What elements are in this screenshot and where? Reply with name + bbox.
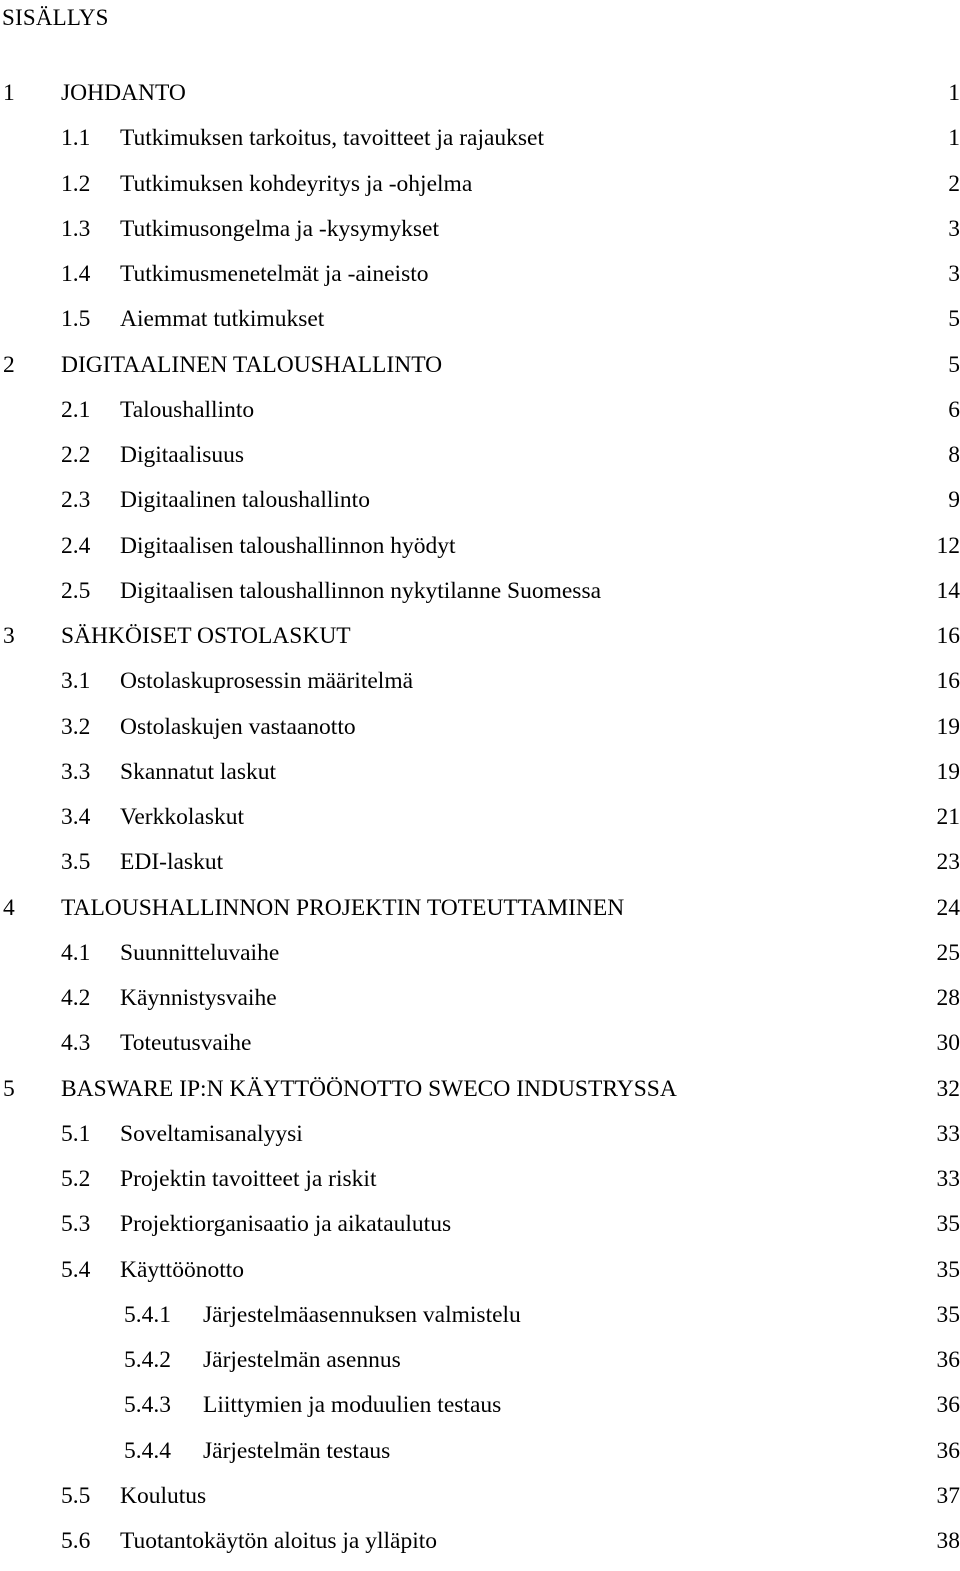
toc-entry[interactable] <box>0 1255 960 1300</box>
toc-entry-page: 28 <box>936 985 960 1011</box>
toc-entry[interactable] <box>0 666 960 711</box>
toc-entry-label: Tuotantokäytön aloitus ja ylläpito <box>120 1528 438 1554</box>
toc-entry-number: 2.1 <box>61 396 91 423</box>
toc-entry[interactable] <box>0 350 960 395</box>
toc-entry[interactable] <box>0 1028 960 1073</box>
toc-entry-label: Projektin tavoitteet ja riskit <box>120 1166 377 1192</box>
toc-entry[interactable] <box>0 78 960 123</box>
toc-entry-number: 4.3 <box>61 1030 91 1057</box>
toc-entry-label: Järjestelmäasennuksen valmistelu <box>203 1301 521 1328</box>
page-title: SISÄLLYS <box>2 5 109 30</box>
toc-entry-label: Aiemmat tutkimukset <box>120 306 325 333</box>
toc-entry-page: 19 <box>936 758 960 785</box>
toc-entry[interactable] <box>0 757 960 802</box>
toc-entry-page: 1 <box>948 80 960 106</box>
toc-entry-label: BASWARE IP:N KÄYTTÖÖNOTTO SWECO INDUSTRYSSA <box>61 1075 677 1102</box>
toc-entry-page: 35 <box>936 1301 960 1328</box>
toc-entry-page: 25 <box>936 939 960 966</box>
toc-entry-number: 3.2 <box>61 713 91 740</box>
toc-entry[interactable] <box>0 169 960 214</box>
toc-entry-page: 6 <box>948 396 960 423</box>
toc-entry-number: 5.3 <box>61 1211 91 1238</box>
toc-entry[interactable] <box>0 847 960 892</box>
toc-entry-label: Käyttöönotto <box>120 1256 245 1283</box>
toc-entry-number: 1.5 <box>61 306 91 333</box>
toc-entry-page: 35 <box>936 1211 960 1238</box>
toc-entry-label: TALOUSHALLINNON PROJEKTIN TOTEUTTAMINEN <box>61 894 625 921</box>
toc-entry-number: 5.4.3 <box>124 1392 171 1419</box>
toc-entry-label: Tutkimusongelma ja -kysymykset <box>120 215 439 242</box>
toc-entry-number: 5.2 <box>61 1166 91 1192</box>
toc-entry-number: 5.4.4 <box>124 1437 171 1464</box>
toc-entry-page: 14 <box>936 577 960 604</box>
toc-entry[interactable] <box>0 123 960 168</box>
toc-entry[interactable] <box>0 1300 960 1345</box>
toc-entry[interactable] <box>0 621 960 666</box>
toc-entry-number: 2.3 <box>61 487 91 514</box>
toc-entry[interactable] <box>0 938 960 983</box>
toc-entry-page: 30 <box>936 1030 960 1057</box>
toc-entry-number: 2.4 <box>61 532 91 559</box>
toc-entry-page: 2 <box>948 170 960 197</box>
toc-entry-label: EDI-laskut <box>120 849 224 876</box>
toc-entry[interactable] <box>0 576 960 621</box>
toc-entry-number: 2 <box>3 351 15 378</box>
toc-entry-page: 36 <box>936 1392 960 1419</box>
toc-entry-label: Tutkimuksen kohdeyritys ja -ohjelma <box>120 170 473 197</box>
toc-entry-page: 33 <box>936 1166 960 1192</box>
toc-entry-label: Tutkimuksen tarkoitus, tavoitteet ja rajaukset <box>120 125 545 152</box>
toc-entry-label: Toteutusvaihe <box>120 1030 252 1057</box>
toc-entry-page: 9 <box>948 487 960 514</box>
toc-entry-number: 4 <box>3 894 15 921</box>
toc-entry[interactable] <box>0 1074 960 1119</box>
toc-entry[interactable] <box>0 395 960 440</box>
toc-entry-number: 1.2 <box>61 170 91 197</box>
toc-entry-label: Digitaalisen taloushallinnon hyödyt <box>120 532 456 559</box>
toc-entry-page: 33 <box>936 1120 960 1147</box>
toc-entry-label: Soveltamisanalyysi <box>120 1120 303 1147</box>
toc-entry-label: Ostolaskuprosessin määritelmä <box>120 668 414 695</box>
toc-entry[interactable] <box>0 983 960 1028</box>
toc-entry-number: 1.1 <box>61 125 91 152</box>
toc-entry-number: 5.4.2 <box>124 1347 171 1373</box>
toc-entry[interactable] <box>0 304 960 349</box>
toc-entry-number: 2.5 <box>61 577 91 604</box>
toc-entry[interactable] <box>0 214 960 259</box>
toc-entry-page: 36 <box>936 1347 960 1373</box>
toc-entry-page: 36 <box>936 1437 960 1464</box>
toc-entry-label: DIGITAALINEN TALOUSHALLINTO <box>61 351 443 378</box>
toc-entry-page: 3 <box>948 215 960 242</box>
toc-entry[interactable] <box>0 1526 960 1571</box>
toc-entry-label: Skannatut laskut <box>120 758 276 785</box>
toc-entry-label: Liittymien ja moduulien testaus <box>203 1392 502 1419</box>
toc-entry-page: 24 <box>936 894 960 921</box>
toc-list <box>0 78 960 1571</box>
toc-entry-page: 3 <box>948 261 960 287</box>
toc-entry-label: Koulutus <box>120 1482 207 1509</box>
toc-entry-label: Digitaalinen taloushallinto <box>120 487 370 514</box>
toc-entry-label: Järjestelmän testaus <box>203 1437 391 1464</box>
toc-entry-number: 1.4 <box>61 261 91 287</box>
toc-entry[interactable] <box>0 893 960 938</box>
toc-entry-page: 5 <box>948 351 960 378</box>
toc-entry[interactable] <box>0 531 960 576</box>
toc-entry-page: 21 <box>936 804 960 830</box>
toc-entry-number: 3 <box>3 623 15 649</box>
toc-entry-page: 12 <box>936 532 960 559</box>
toc-entry-label: Suunnitteluvaihe <box>120 939 280 966</box>
toc-entry-number: 5 <box>3 1075 15 1102</box>
toc-entry-page: 37 <box>936 1482 960 1509</box>
toc-entry-page: 23 <box>936 849 960 876</box>
toc-entry-page: 35 <box>936 1256 960 1283</box>
toc-entry[interactable] <box>0 712 960 757</box>
toc-entry-label: Tutkimusmenetelmät ja -aineisto <box>120 261 429 287</box>
toc-entry-number: 3.5 <box>61 849 91 876</box>
toc-entry[interactable] <box>0 1390 960 1435</box>
toc-entry-label: Taloushallinto <box>120 396 255 423</box>
toc-entry-label: Digitaalisuus <box>120 442 245 468</box>
toc-entry-label: JOHDANTO <box>61 80 186 106</box>
toc-entry-number: 5.5 <box>61 1482 91 1509</box>
toc-entry-number: 5.4 <box>61 1256 91 1283</box>
toc-entry-number: 3.3 <box>61 758 91 785</box>
toc-entry-number: 5.6 <box>61 1528 91 1554</box>
toc-entry-number: 3.4 <box>61 804 91 830</box>
toc-entry-label: Projektiorganisaatio ja aikataulutus <box>120 1211 452 1238</box>
toc-entry-page: 8 <box>948 442 960 468</box>
toc-entry-page: 16 <box>936 623 960 649</box>
toc-entry-number: 3.1 <box>61 668 91 695</box>
toc-entry-page: 38 <box>936 1528 960 1554</box>
toc-entry-label: Järjestelmän asennus <box>203 1347 401 1373</box>
toc-entry-number: 5.4.1 <box>124 1301 171 1328</box>
toc-entry-page: 5 <box>948 306 960 333</box>
toc-entry-number: 1 <box>3 80 15 106</box>
toc-entry-page: 19 <box>936 713 960 740</box>
toc-entry-label: Ostolaskujen vastaanotto <box>120 713 356 740</box>
toc-entry-page: 1 <box>948 125 960 152</box>
toc-entry-number: 2.2 <box>61 442 91 468</box>
toc-entry[interactable] <box>0 1209 960 1254</box>
toc-entry-number: 1.3 <box>61 215 91 242</box>
toc-entry[interactable] <box>0 440 960 485</box>
toc-entry-label: Verkkolaskut <box>120 804 245 830</box>
toc-entry-label: SÄHKÖISET OSTOLASKUT <box>61 623 351 649</box>
toc-entry[interactable] <box>0 485 960 530</box>
toc-entry-label: Digitaalisen taloushallinnon nykytilanne Suomessa <box>120 577 602 604</box>
toc-entry[interactable] <box>0 1436 960 1481</box>
toc-entry[interactable] <box>0 802 960 847</box>
toc-entry[interactable] <box>0 1481 960 1526</box>
toc-entry-number: 4.2 <box>61 985 91 1011</box>
toc-entry[interactable] <box>0 1119 960 1164</box>
toc-entry-number: 5.1 <box>61 1120 91 1147</box>
toc-entry[interactable] <box>0 1345 960 1390</box>
toc-entry[interactable] <box>0 259 960 304</box>
toc-entry-number: 4.1 <box>61 939 91 966</box>
toc-entry[interactable] <box>0 1164 960 1209</box>
toc-entry-page: 16 <box>936 668 960 695</box>
toc-entry-label: Käynnistysvaihe <box>120 985 277 1011</box>
toc-entry-page: 32 <box>936 1075 960 1102</box>
